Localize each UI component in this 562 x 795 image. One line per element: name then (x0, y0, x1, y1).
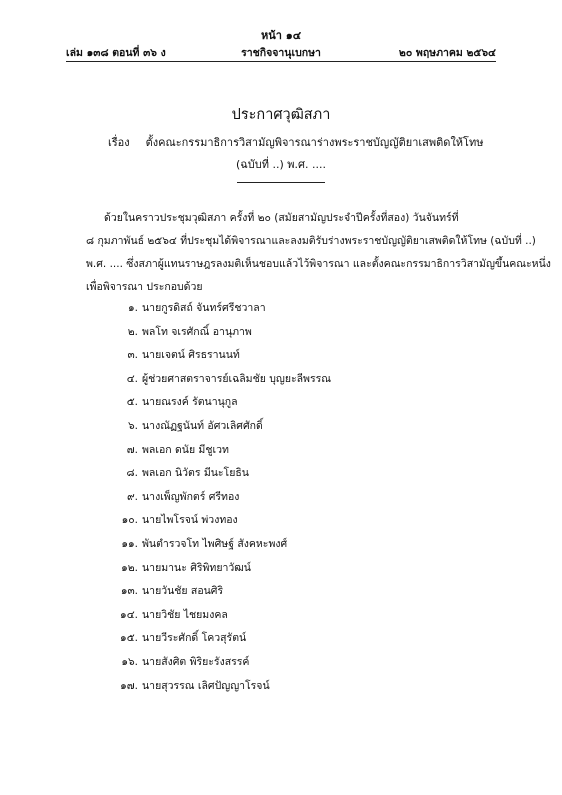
member-number: ๑๓. (120, 585, 138, 598)
member-name: นายวีระศักดิ์ โควสุรัตน์ (142, 632, 247, 645)
member-name: พลเอก ดนัย มีชูเวท (142, 443, 229, 456)
body-line-2: ๘ กุมภาพันธ์ ๒๕๖๔ ที่ประชุมได้พิจารณาและลงมติรับร่างพระราชบัญญัติยาเสพติดให้โทษ (ฉบับที่ ..) (86, 235, 536, 247)
member-number: ๔. (126, 372, 138, 385)
publication-name: ราชกิจจานุเบกษา (241, 47, 321, 59)
list-item (108, 488, 331, 512)
page-number: หน้า ๑๔ (260, 29, 302, 42)
list-item (108, 299, 331, 323)
list-item (108, 511, 331, 535)
member-name: นายวันชัย สอนศิริ (142, 585, 224, 598)
member-number: ๗. (126, 443, 138, 456)
list-item (108, 606, 331, 630)
list-item (108, 559, 331, 583)
member-number: ๘. (126, 467, 138, 480)
title-divider (237, 182, 325, 183)
member-number: ๖. (127, 419, 138, 432)
member-name: นางเพ็ญพักตร์ ศรีทอง (142, 490, 240, 503)
subject-label: เรื่อง (108, 136, 130, 149)
member-number: ๑๗. (120, 679, 138, 692)
list-item (108, 346, 331, 370)
list-item (108, 464, 331, 488)
member-name: นายไพโรจน์ พ่วงทอง (142, 514, 238, 527)
member-number: ๓. (127, 349, 138, 362)
publication-date: ๒๐ พฤษภาคม ๒๕๖๔ (398, 47, 496, 59)
body-line-3: พ.ศ. .... ซึ่งสภาผู้แทนราษฎรลงมติเห็นชอบแล้วไว้พิจารณา และตั้งคณะกรรมาธิการวิสามัญขึ้นคณะหนึ่ง (86, 258, 551, 270)
member-number: ๑๒. (121, 561, 138, 574)
list-item (108, 370, 331, 394)
list-item (108, 393, 331, 417)
body-line-1: ด้วยในคราวประชุมวุฒิสภา ครั้งที่ ๒๐ (สมัยสามัญประจำปีครั้งที่สอง) วันจันทร์ที่ (104, 212, 459, 224)
member-number: ๒. (127, 325, 138, 338)
member-name: พลเอก นิวัตร มีนะโยธิน (142, 467, 249, 480)
member-number: ๑๖. (121, 655, 138, 668)
list-item (108, 417, 331, 441)
announcement-subject (108, 133, 483, 151)
member-name: นายณรงค์ รัตนานุกูล (142, 396, 238, 409)
list-item (108, 653, 331, 677)
member-number: ๑๑. (121, 537, 138, 550)
member-list (108, 299, 331, 700)
gazette-header (66, 44, 496, 60)
body-line-4: เพื่อพิจารณา ประกอบด้วย (86, 281, 203, 293)
member-name: นายกูรดิสถ์ จันทร์ศรีชวาลา (142, 302, 266, 314)
list-item (108, 323, 331, 347)
announcement-title: ประกาศวุฒิสภา (231, 107, 331, 123)
member-name: นายสังศิต พิริยะรังสรรค์ (142, 655, 250, 668)
member-number: ๕. (126, 396, 138, 409)
member-name: ผู้ช่วยศาสตราจารย์เฉลิมชัย บุญยะลีพรรณ (142, 372, 331, 385)
header-divider (66, 61, 496, 62)
member-number: ๙. (126, 490, 138, 503)
member-name: นายมานะ ศิริพิทยาวัฒน์ (142, 561, 251, 574)
member-number: ๑๕. (120, 632, 138, 645)
subject-text: ตั้งคณะกรรมาธิการวิสามัญพิจารณาร่างพระราชบัญญัติยาเสพติดให้โทษ (145, 136, 484, 149)
member-name: นายสุวรรณ เลิศปัญญาโรจน์ (142, 679, 270, 692)
member-number: ๑๔. (120, 608, 138, 621)
member-name: พลโท จเรศักณิ์ อานุภาพ (142, 325, 252, 338)
member-number: ๑๐. (121, 514, 138, 527)
member-name: นายเจตน์ ศิรธรานนท์ (142, 349, 240, 362)
list-item (108, 582, 331, 606)
member-name: นายวิชัย ไชยมงคล (142, 608, 228, 621)
list-item (108, 677, 331, 701)
volume-issue: เล่ม ๑๓๘ ตอนที่ ๓๖ ง (66, 47, 166, 59)
member-name: พันตำรวจโท ไพศิษฐ์ สังคหะพงศ์ (142, 537, 288, 550)
list-item (108, 535, 331, 559)
member-name: นางณัฏฐนันท์ อัศวเลิศศักดิ์ (142, 419, 263, 432)
member-number: ๑. (127, 302, 138, 314)
announcement-edition: (ฉบับที่ ..) พ.ศ. .... (236, 158, 326, 171)
list-item (108, 441, 331, 465)
list-item (108, 629, 331, 653)
